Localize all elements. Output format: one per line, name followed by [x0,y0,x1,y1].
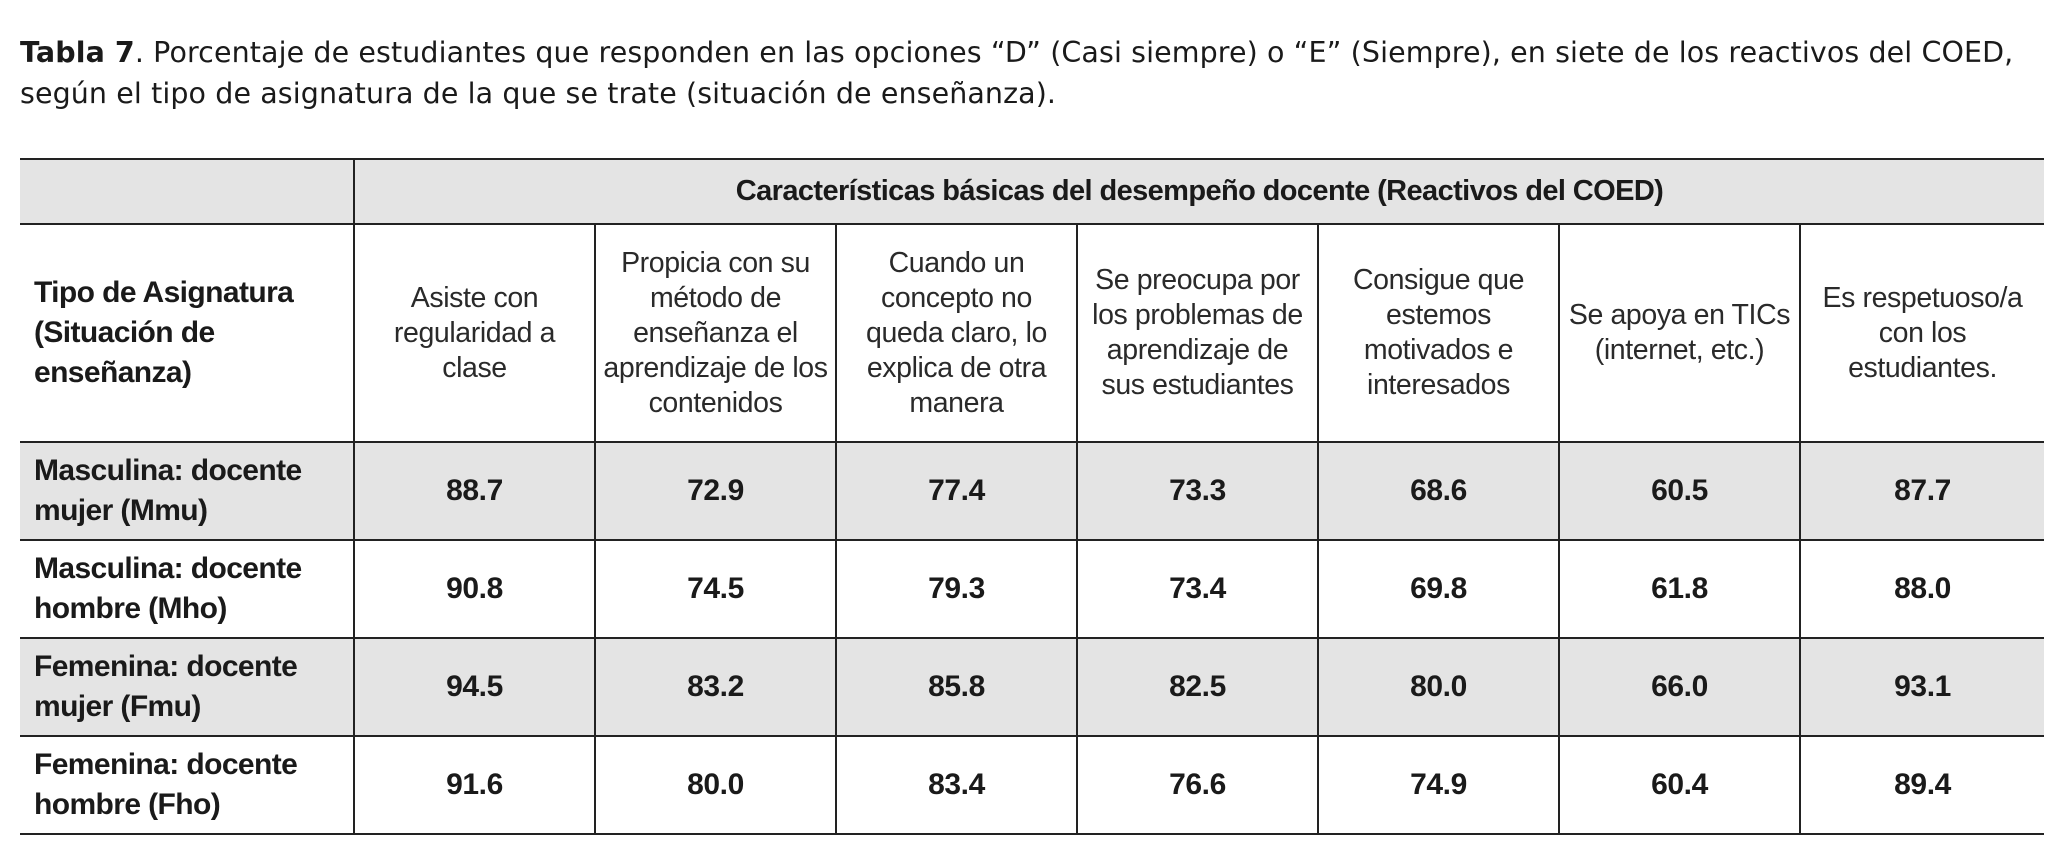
cell-value: 74.5 [595,540,836,638]
cell-value: 76.6 [1077,736,1318,834]
column-header-row [20,224,2044,442]
cell-value: 79.3 [836,540,1077,638]
cell-value: 83.2 [595,638,836,736]
column-header: Asiste con regularidad a clase [354,224,595,442]
header-spacer-cell [20,159,354,224]
row-label: Femenina: docente mujer (Fmu) [20,638,354,736]
column-header: Es respetuoso/a con los estudiantes. [1800,224,2044,442]
table-caption [20,32,2050,114]
table-row [20,638,2044,736]
cell-value: 72.9 [595,442,836,540]
caption-label: Tabla 7 [20,36,135,69]
cell-value: 82.5 [1077,638,1318,736]
cell-value: 68.6 [1318,442,1559,540]
cell-value: 73.3 [1077,442,1318,540]
cell-value: 61.8 [1559,540,1800,638]
group-header: Características básicas del desempeño docente (Reactivos del COED) [354,159,2044,224]
cell-value: 85.8 [836,638,1077,736]
cell-value: 88.0 [1800,540,2044,638]
table-row [20,540,2044,638]
cell-value: 93.1 [1800,638,2044,736]
cell-value: 94.5 [354,638,595,736]
table-row [20,736,2044,834]
row-header-label: Tipo de Asignatura (Situación de enseñanza) [20,224,354,442]
cell-value: 77.4 [836,442,1077,540]
row-label: Masculina: docente mujer (Mmu) [20,442,354,540]
cell-value: 87.7 [1800,442,2044,540]
cell-value: 88.7 [354,442,595,540]
cell-value: 66.0 [1559,638,1800,736]
caption-text: . Porcentaje de estudiantes que responden en las opciones “D” (Casi siempre) o “E” (Siempre), en siete de los reactivos del COED, según el tipo de asignatura de la que se trate (situación de enseñanza). [20,36,2014,110]
data-table [20,158,2044,835]
cell-value: 83.4 [836,736,1077,834]
cell-value: 80.0 [1318,638,1559,736]
cell-value: 69.8 [1318,540,1559,638]
column-header: Se apoya en TICs (internet, etc.) [1559,224,1800,442]
row-label: Femenina: docente hombre (Fho) [20,736,354,834]
column-header: Propicia con su método de enseñanza el aprendizaje de los contenidos [595,224,836,442]
cell-value: 89.4 [1800,736,2044,834]
cell-value: 90.8 [354,540,595,638]
group-header-row [20,159,2044,224]
cell-value: 91.6 [354,736,595,834]
cell-value: 73.4 [1077,540,1318,638]
row-label: Masculina: docente hombre (Mho) [20,540,354,638]
cell-value: 60.5 [1559,442,1800,540]
column-header: Se preocupa por los problemas de aprendizaje de sus estudiantes [1077,224,1318,442]
cell-value: 74.9 [1318,736,1559,834]
column-header: Cuando un concepto no queda claro, lo explica de otra manera [836,224,1077,442]
cell-value: 60.4 [1559,736,1800,834]
cell-value: 80.0 [595,736,836,834]
column-header: Consigue que estemos motivados e interesados [1318,224,1559,442]
table-row [20,442,2044,540]
